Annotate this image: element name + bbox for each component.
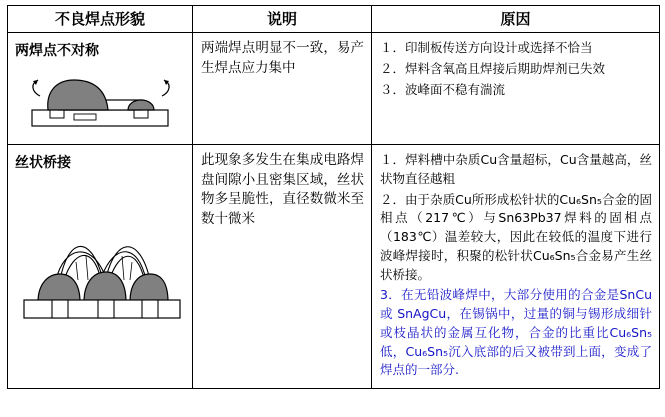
row-label-1: 两焊点不对称 <box>15 43 99 59</box>
defect-table <box>7 5 660 389</box>
cell-morphology-1 <box>8 33 193 145</box>
cause-list-1 <box>372 33 659 107</box>
table-body <box>8 33 660 389</box>
table-header-row <box>8 6 660 33</box>
document-page <box>0 5 665 417</box>
cause-item: １．印制板传送方向设计或选择不恰当 <box>380 40 593 55</box>
header-morphology: 不良焊点形貌 <box>8 6 193 33</box>
cell-cause-1 <box>372 33 660 145</box>
filament-bridging-svg <box>16 184 188 334</box>
description-text-2: 此现象多发生在集成电路焊盘间隙小且密集区域，丝状物多呈脆性，直径数微米至数十微米 <box>201 152 364 227</box>
table-row <box>8 33 660 145</box>
cell-morphology-2 <box>8 145 193 389</box>
row-label-2: 丝状桥接 <box>15 155 71 171</box>
header-description: 说明 <box>193 6 372 33</box>
asymmetric-solder-joint-diagram <box>8 62 192 140</box>
filament-bridging-diagram <box>8 184 192 334</box>
table-row <box>8 145 660 389</box>
cause-item: ２．焊料含氧高且焊接后期助焊剂已失效 <box>380 60 606 76</box>
cause-item: １．焊料槽中杂质Cu含量超标，Cu含量越高，丝状物直径越粗 <box>380 152 652 186</box>
description-text-1: 两端焊点明显不一致，易产生焊点应力集中 <box>201 40 364 76</box>
asymmetric-solder-joint-svg <box>22 62 182 138</box>
header-cause: 原因 <box>372 6 660 33</box>
cell-cause-2 <box>372 145 660 389</box>
cause-item: ３．波峰面不稳有湍流 <box>380 81 506 97</box>
cell-description-2 <box>193 145 372 389</box>
cause-list-2 <box>372 145 659 388</box>
table-head <box>8 6 660 33</box>
cell-description-1 <box>193 33 372 145</box>
cause-item: 3．在无铅波峰焊中，大部分使用的合金是SnCu 或 SnAgCu，在锡锅中，过量的铜与锡形成细针或枝晶状的金属互化物，合金的比重比Cu₆Sn₅低，Cu₆Sn₅沉入底部的后又被带到上面，变成了焊点的一部分. <box>380 287 652 378</box>
cause-item: ２．由于杂质Cu所形成松针状的Cu₆Sn₅合金的固相点（217℃）与Sn63Pb37焊料的固相点（183℃）温差较大，因此在较低的温度下进行波峰焊接时，积聚的松针状Cu₆Sn₅合金易产生丝状桥接。 <box>380 191 652 282</box>
